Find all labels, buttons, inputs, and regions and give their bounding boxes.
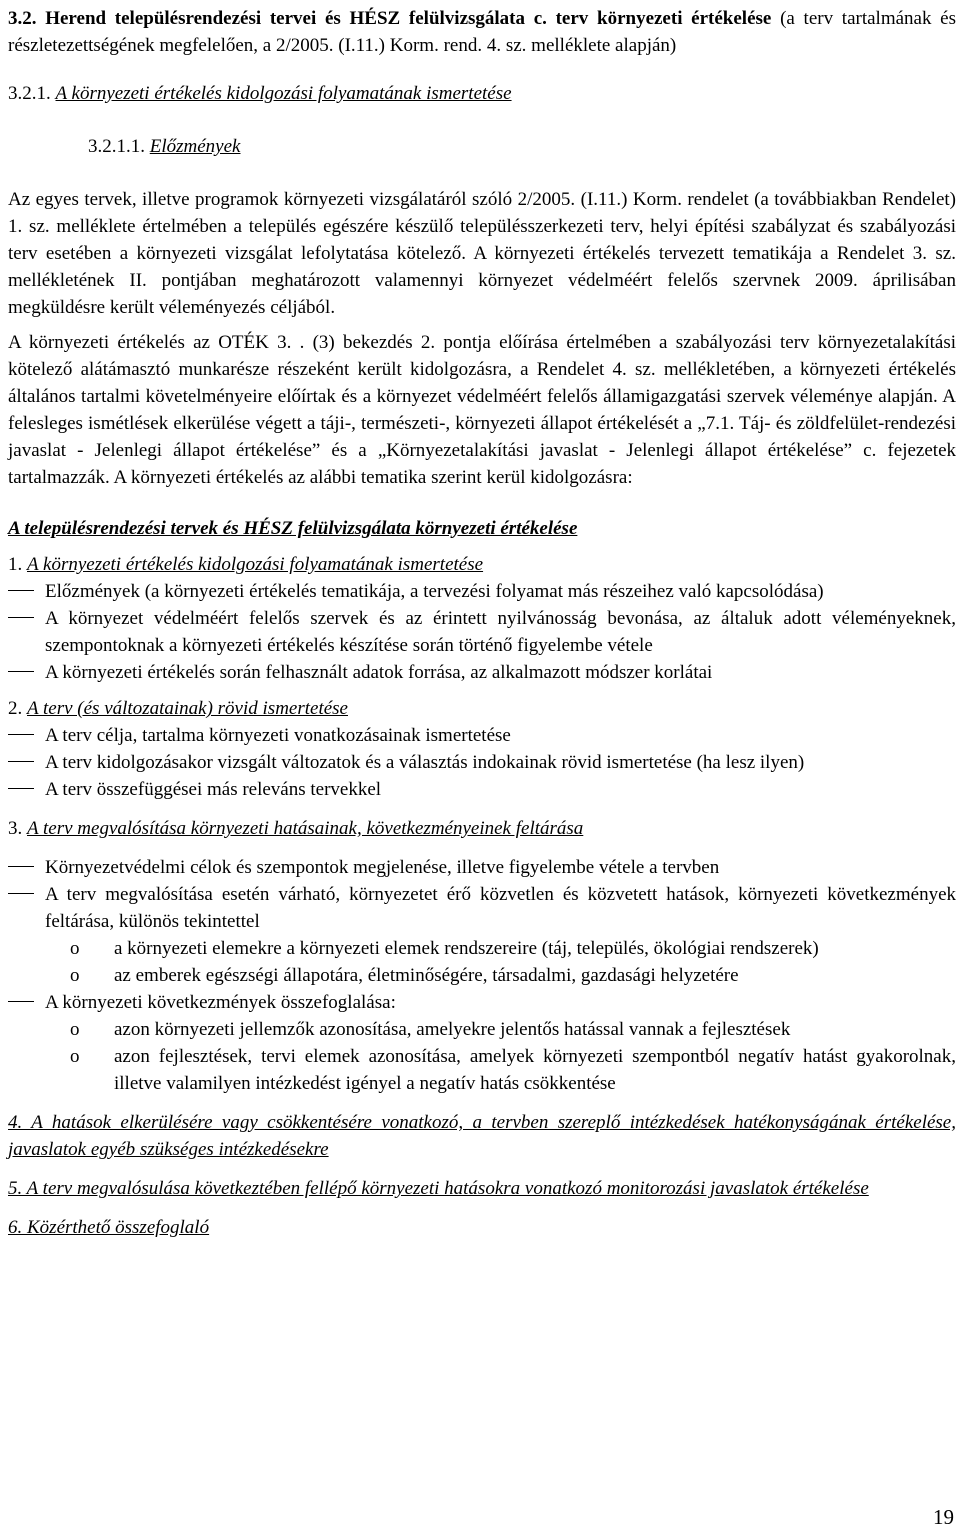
circle-bullet: o [70,1019,80,1040]
list-item-text: A terv megvalósítása esetén várható, környezetet érő közvetlen és közvetett hatások, környezeti következmények feltárása, különös tekintettel [45,884,956,932]
list-item-text: A terv kidolgozásakor vizsgált változatok és a választás indokainak rövid ismertetése (ha lesz ilyen) [45,752,805,773]
list-item [8,881,956,935]
paragraph-1: Az egyes tervek, illetve programok környezeti vizsgálatáról szóló 2/2005. (I.11.) Korm. rendelet (a továbbiakban Rendelet) 1. sz. melléklete értelmében a település egészére készülő településszerkezeti terv, helyi építési szabályzat és szabályozási terv esetében a környezeti vizsgálat lefolytatása kötelező. A környezeti értékelés tervezett tematikája a Rendelet 3. sz. mellékletének II. pontjában meghatározott valamennyi környezet védelméért felelős szervnek 2009. áprilisában megküldésre került véleményezés céljából. [8,189,956,318]
list-item-text: A terv célja, tartalma környezeti vonatkozásainak ismertetése [45,725,511,746]
sub-list-item [8,935,956,962]
sub-list-item-text: azon környezeti jellemzők azonosítása, amelyekre jelentős hatással vannak a fejlesztések [114,1019,791,1040]
list-item-text: A környezeti következmények összefoglalása: [45,992,396,1013]
topic-6: 6. Közérthető összefoglaló [8,1217,210,1238]
subsubheading-number: 3.2.1.1. [88,136,145,157]
list-item-text: A terv összefüggései más releváns tervekkel [45,779,382,800]
topic-2-number: 2. [8,698,23,719]
section-title: A településrendezési tervek és HÉSZ felülvizsgálata környezeti értékelése [8,518,578,539]
dash-bullet [8,722,34,749]
topic-3 [8,815,956,842]
list-item-text: A környezet védelméért felelős szervek és az érintett nyilvánosság bevonása, az általuk adott véleményeknek, szempontoknak a környezeti értékelés készítése során történő figyelembe vétele [45,608,956,656]
topic-2 [8,695,956,722]
list-item [8,749,956,776]
list-item [8,722,956,749]
dash-bullet [8,749,34,776]
dash-bullet [8,854,34,881]
list-item [8,578,956,605]
document-page [8,5,956,1241]
sub-list-item-text: az emberek egészségi állapotára, életminőségére, társadalmi, gazdasági helyzetére [114,965,739,986]
topic-5: 5. A terv megvalósulása következtében fellépő környezeti hatásokra vonatkozó monitorozási javaslatok értékelése [8,1178,869,1199]
subheading-number: 3.2.1. [8,83,51,104]
circle-bullet: o [70,965,80,986]
list-item [8,605,956,659]
main-heading-number: 3.2. [8,8,37,29]
page-number: 19 [933,1505,954,1529]
subsubheading-title: Előzmények [149,136,241,157]
sub-list-item [8,1043,956,1097]
paragraph-2: A környezeti értékelés az OTÉK 3. . (3) bekezdés 2. pontja előírása értelmében a szabályozási terv környezetalakítási kötelező alátámasztó munkarésze részeként került kidolgozásra, a Rendelet 4. sz. mellékletében, a környezeti értékelés általános tartalmi követelményeire előírtak és a környezet védelméért felelős államigazgatási szervek véleménye alapján. A felesleges ismétlések elkerülése végett a táji-, természeti-, környezeti állapot értékelését a „7.1. Táj- és zöldfelület-rendezési javaslat - Jelenlegi állapot értékelése” és a „Környezetalakítási javaslat - Jelenlegi állapot értékelése” c. fejezetek tartalmazzák. A környezeti értékelés az alábbi tematika szerint kerül kidolgozásra: [8,332,956,488]
main-heading [8,5,956,59]
dash-bullet [8,776,34,803]
subheading-title: A környezeti értékelés kidolgozási folyamatának ismertetése [55,83,512,104]
list-item [8,659,956,686]
topic-1-number: 1. [8,554,23,575]
topic-1-title: A környezeti értékelés kidolgozási folyamatának ismertetése [27,554,484,575]
topic-4: 4. A hatások elkerülésére vagy csökkentésére vonatkozó, a tervben szereplő intézkedések hatékonyságának értékelése, javaslatok egyéb szükséges intézkedésekre [8,1112,956,1160]
dash-bullet [8,659,34,686]
main-heading-title: Herend településrendezési tervei és HÉSZ felülvizsgálata c. terv környezeti értékelése [45,8,772,29]
subsubheading [88,133,956,160]
sub-list-item [8,962,956,989]
dash-bullet [8,605,34,632]
subheading [8,80,956,107]
list-item-text: Környezetvédelmi célok és szempontok megjelenése, illetve figyelembe vétele a tervben [45,857,720,878]
list-item-text: Előzmények (a környezeti értékelés tematikája, a tervezési folyamat más részeihez való kapcsolódása) [45,581,824,602]
topic-3-title: A terv megvalósítása környezeti hatásainak, következményeinek feltárása [27,818,584,839]
circle-bullet: o [70,1046,80,1067]
dash-bullet [8,989,34,1016]
topic-1 [8,551,956,578]
dash-bullet [8,578,34,605]
main-heading-subtitle: (a terv tartalmának és részletezettségének megfelelően, a 2/2005. (I.11.) Korm. rend. 4. sz. melléklete alapján) [8,8,957,56]
list-item [8,776,956,803]
list-item [8,989,956,1016]
sub-list-item-text: a környezeti elemekre a környezeti elemek rendszereire (táj, település, ökológiai rendszerek) [114,938,819,959]
sub-list-item [8,1016,956,1043]
dash-bullet [8,881,34,908]
sub-list-item-text: azon fejlesztések, tervi elemek azonosítása, amelyek környezeti szempontból negatív hatást gyakorolnak, illetve valamilyen intézkedést igényel a negatív hatás csökkentése [114,1046,956,1094]
topic-3-number: 3. [8,818,23,839]
list-item [8,854,956,881]
list-item-text: A környezeti értékelés során felhasznált adatok forrása, az alkalmazott módszer korlátai [45,662,713,683]
topic-2-title: A terv (és változatainak) rövid ismertetése [27,698,348,719]
circle-bullet: o [70,938,80,959]
